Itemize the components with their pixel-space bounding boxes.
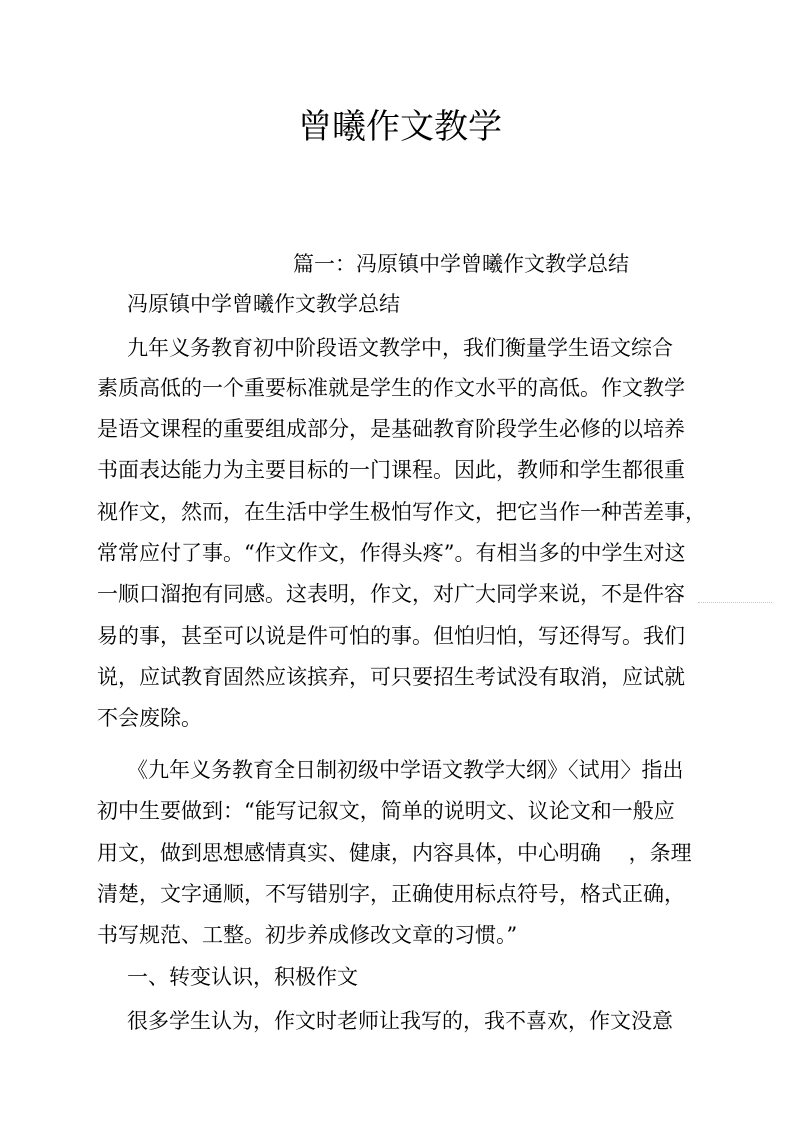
paragraph-line: 视作文，然而，在生活中学生极怕写作文，把它当作一种苦差事， — [97, 500, 706, 524]
paragraph-line: 很多学生认为，作文时老师让我写的，我不喜欢，作文没意 — [127, 1009, 673, 1033]
paragraph-line: 是语文课程的重要组成部分，是基础教育阶段学生必修的以培养 — [97, 417, 685, 441]
subheading: 冯原镇中学曾曦作文教学总结 — [127, 292, 400, 316]
section-heading: 篇一：冯原镇中学曾曦作文教学总结 — [293, 252, 629, 276]
paragraph-line: 清楚，文字通顺，不写错别字，正确使用标点符号，格式正确， — [97, 882, 685, 906]
dotted-divider — [698, 602, 772, 603]
paragraph-line: 说，应试教育固然应该摈弃，可只要招生考试没有取消，应试就 — [97, 665, 685, 689]
paragraph-line: 书写规范、工整。初步养成修改文章的习惯。” — [97, 923, 518, 947]
section-heading: 一、转变认识，积极作文 — [127, 965, 358, 989]
paragraph-line: 用文，做到思想感情真实、健康，内容具体，中心明确 ，条理 — [97, 841, 692, 865]
paragraph-line: 九年义务教育初中阶段语文教学中，我们衡量学生语文综合 — [127, 336, 673, 360]
paragraph-line: 常常应付了事。“作文作文，作得头疼”。有相当多的中学生对这 — [97, 541, 686, 565]
paragraph-line: 初中生要做到：“能写记叙文，简单的说明文、议论文和一般应 — [97, 799, 675, 823]
document-title: 曾曦作文教学 — [298, 107, 502, 147]
paragraph-line: 易的事，甚至可以说是件可怕的事。但怕归怕，写还得写。我们 — [97, 624, 685, 648]
paragraph-line: 不会废除。 — [97, 706, 202, 730]
paragraph-line: 书面表达能力为主要目标的一门课程。因此，教师和学生都很重 — [97, 458, 685, 482]
paragraph-line: 素质高低的一个重要标准就是学生的作文水平的高低。作文教学 — [97, 376, 685, 400]
paragraph-line: 《九年义务教育全日制初级中学语文教学大纲》〈试用〉指出 — [127, 758, 684, 782]
paragraph-line: 一顺口溜抱有同感。这表明，作文，对广大同学来说，不是件容 — [97, 582, 685, 606]
